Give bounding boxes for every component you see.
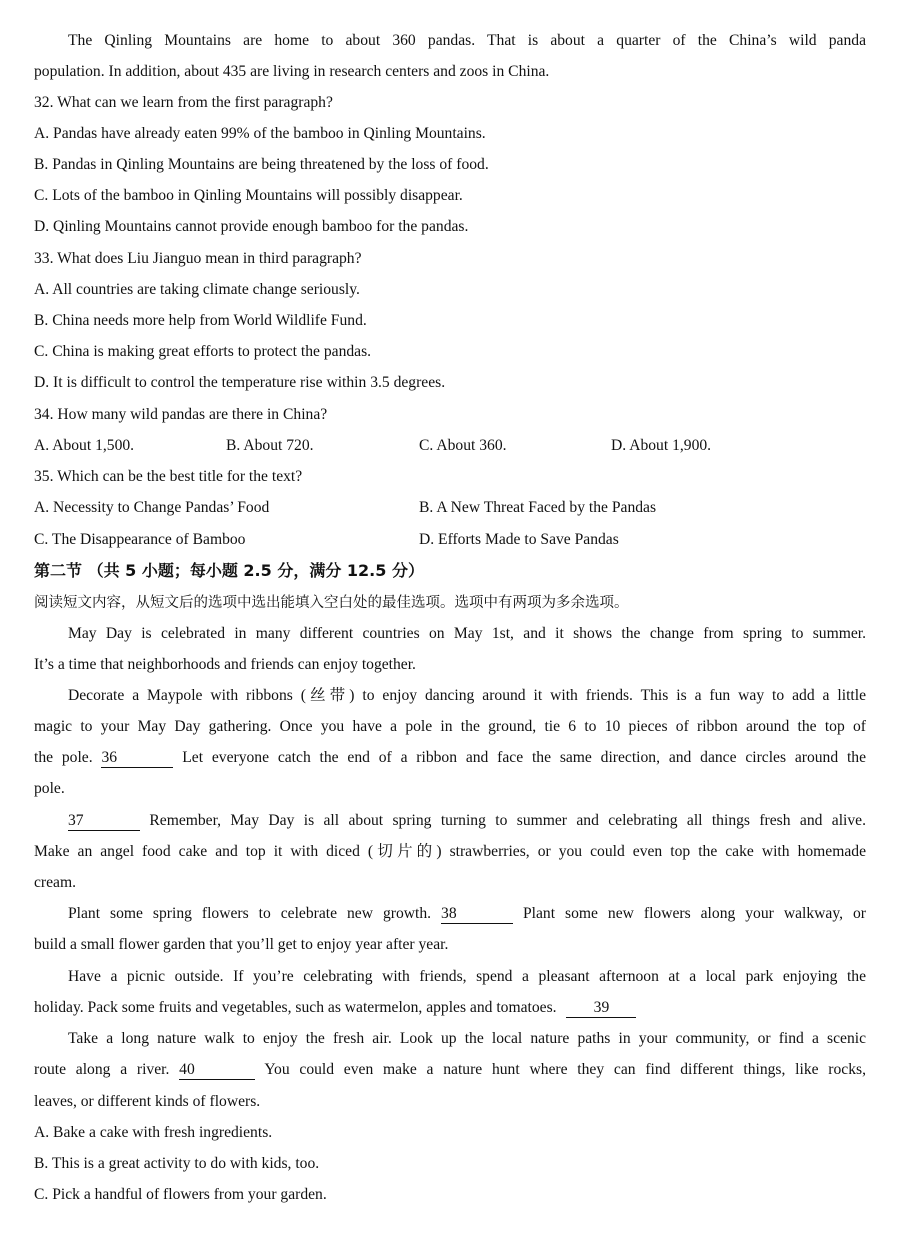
choice-b: B. This is a great activity to do with kids, too. <box>34 1155 320 1172</box>
section-instruction: 阅读短文内容，从短文后的选项中选出能填入空白处的最佳选项。选项中有两项为多余选项。 <box>34 595 629 611</box>
blank-38: 38 <box>441 905 513 924</box>
passage-line: Take a long nature walk to enjoy the fresh air. Look up the local nature paths in your community, or find a scenic <box>68 1030 866 1047</box>
blank-36: 36 <box>101 749 173 768</box>
question-32-option-a: A. Pandas have already eaten 99% of the bamboo in Qinling Mountains. <box>34 125 486 142</box>
passage-line <box>68 811 866 831</box>
blank-39: 39 <box>566 999 636 1018</box>
question-34-option-d: D. About 1,900. <box>611 437 712 454</box>
passage-line: The Qinling Mountains are home to about 360 pandas. That is about a quarter of the China’s wild panda <box>68 32 866 49</box>
passage-line: It’s a time that neighborhoods and friends can enjoy together. <box>34 656 416 673</box>
question-35-option-c: C. The Disappearance of Bamboo <box>34 531 246 548</box>
passage-line <box>34 748 866 768</box>
question-33-option-b: B. China needs more help from World Wildlife Fund. <box>34 312 367 329</box>
question-35-option-b: B. A New Threat Faced by the Pandas <box>419 499 657 516</box>
passage-text: You could even make a nature hunt where they can find different things, like rocks, <box>264 1061 866 1078</box>
passage-line <box>34 998 866 1018</box>
question-33-stem: 33. What does Liu Jianguo mean in third paragraph? <box>34 250 362 267</box>
passage-line <box>68 904 866 924</box>
question-34-stem: 34. How many wild pandas are there in China? <box>34 406 328 423</box>
passage-line: Make an angel food cake and top it with diced (切片的) strawberries, or you could even top the cake with homemade <box>34 843 866 860</box>
blank-37: 37 <box>68 812 140 831</box>
passage-text: Plant some new flowers along your walkway, or <box>523 905 866 922</box>
passage-text: holiday. Pack some fruits and vegetables, such as watermelon, apples and tomatoes. <box>34 999 557 1016</box>
question-32-stem: 32. What can we learn from the first paragraph? <box>34 94 333 111</box>
passage-line: Have a picnic outside. If you’re celebrating with friends, spend a pleasant afternoon at a local park enjoying the <box>68 968 866 985</box>
passage-line: pole. <box>34 780 65 797</box>
blank-40: 40 <box>179 1061 255 1080</box>
question-34-option-c: C. About 360. <box>419 437 507 454</box>
passage-line: population. In addition, about 435 are living in research centers and zoos in China. <box>34 63 550 80</box>
passage-line: Decorate a Maypole with ribbons (丝带) to enjoy dancing around it with friends. This is a fun way to add a little <box>68 687 866 704</box>
question-35-option-d: D. Efforts Made to Save Pandas <box>419 531 619 548</box>
passage-text: Let everyone catch the end of a ribbon and face the same direction, and dance circles around the <box>182 749 867 766</box>
question-32-option-b: B. Pandas in Qinling Mountains are being threatened by the loss of food. <box>34 156 489 173</box>
question-32-option-d: D. Qinling Mountains cannot provide enough bamboo for the pandas. <box>34 218 469 235</box>
question-34-option-b: B. About 720. <box>226 437 314 454</box>
section-heading: 第二节 （共 5 小题；每小题 2.5 分，满分 12.5 分） <box>34 561 424 580</box>
question-34-option-a: A. About 1,500. <box>34 437 135 454</box>
passage-text: Remember, May Day is all about spring turning to summer and celebrating all things fresh and alive. <box>149 812 866 829</box>
question-33-option-a: A. All countries are taking climate change seriously. <box>34 281 360 298</box>
choice-a: A. Bake a cake with fresh ingredients. <box>34 1124 273 1141</box>
passage-line: cream. <box>34 874 76 891</box>
question-32-option-c: C. Lots of the bamboo in Qinling Mountains will possibly disappear. <box>34 187 463 204</box>
passage-line: build a small flower garden that you’ll get to enjoy year after year. <box>34 936 449 953</box>
passage-line: leaves, or different kinds of flowers. <box>34 1093 261 1110</box>
choice-c: C. Pick a handful of flowers from your garden. <box>34 1186 327 1203</box>
passage-line <box>34 1060 866 1080</box>
question-35-stem: 35. Which can be the best title for the text? <box>34 468 303 485</box>
question-33-option-d: D. It is difficult to control the temperature rise within 3.5 degrees. <box>34 374 446 391</box>
passage-text: route along a river. <box>34 1061 170 1078</box>
passage-line: May Day is celebrated in many different countries on May 1st, and it shows the change from spring to summer. <box>68 625 866 642</box>
passage-text: the pole. <box>34 749 93 766</box>
question-35-option-a: A. Necessity to Change Pandas’ Food <box>34 499 270 516</box>
passage-line: magic to your May Day gathering. Once you have a pole in the ground, tie 6 to 10 pieces of ribbon around the top of <box>34 718 866 735</box>
question-33-option-c: C. China is making great efforts to protect the pandas. <box>34 343 372 360</box>
passage-text: Plant some spring flowers to celebrate new growth. <box>68 905 432 922</box>
